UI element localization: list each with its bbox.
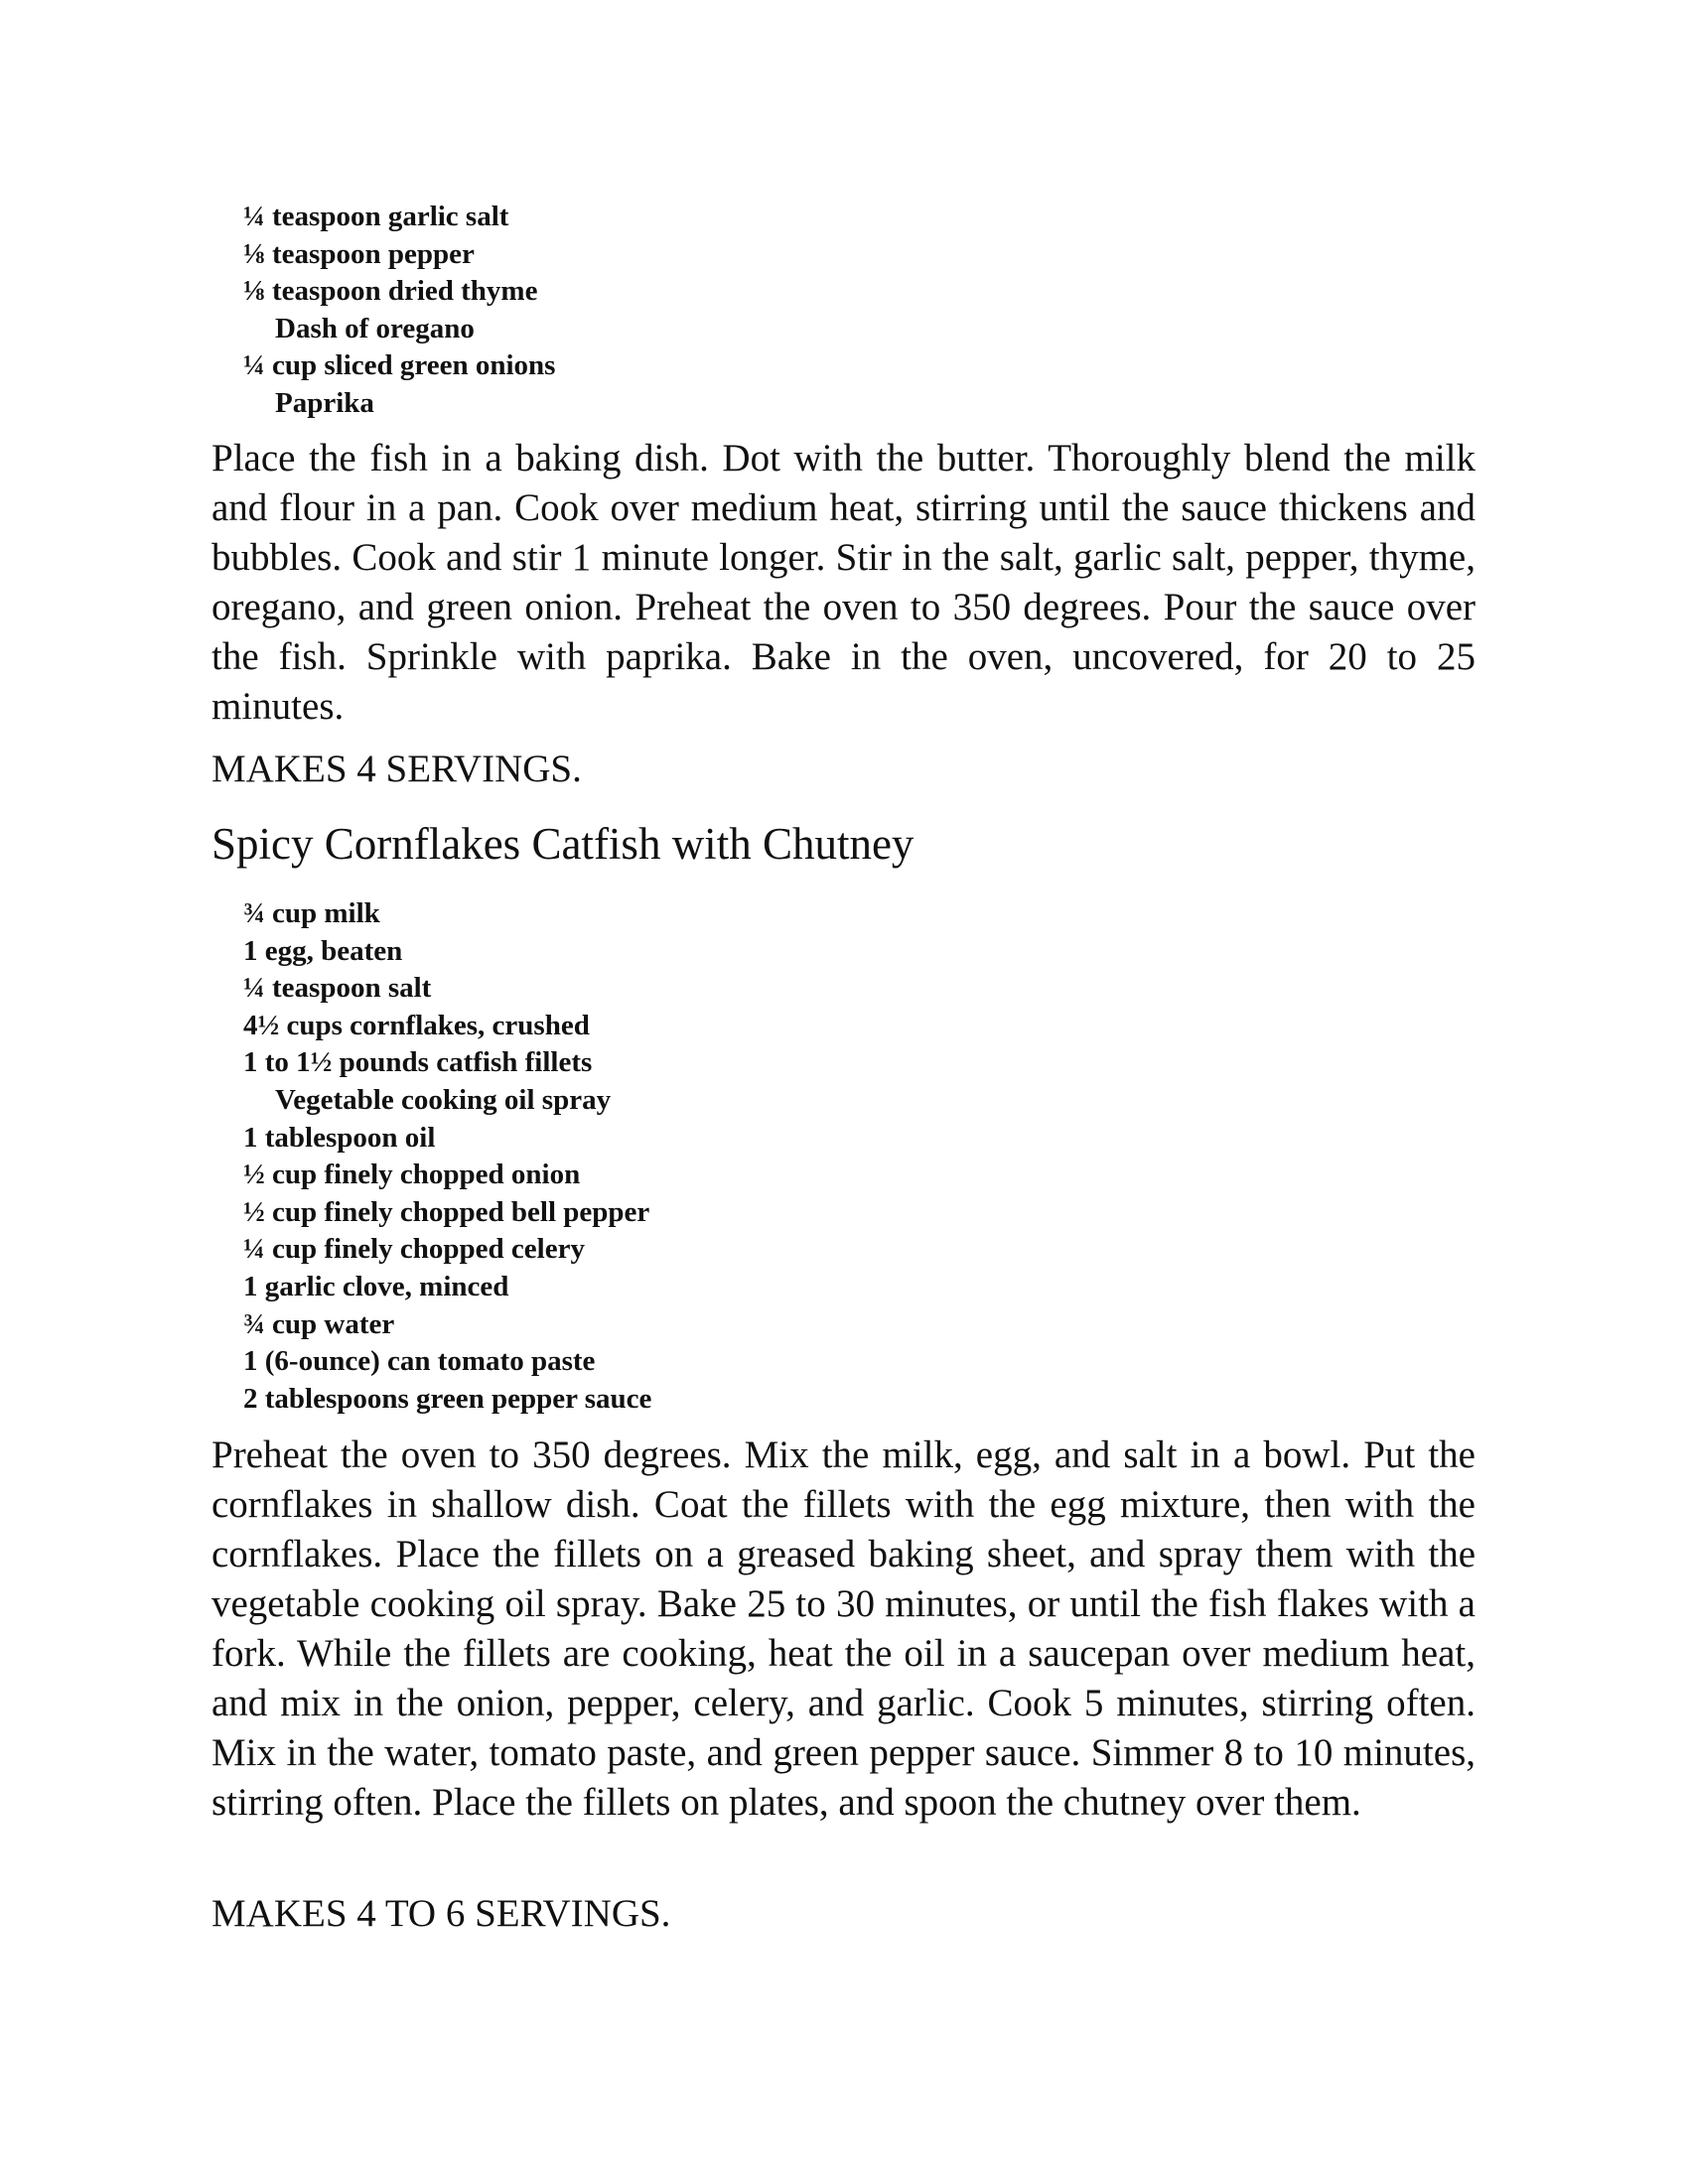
recipe-instructions: Place the fish in a baking dish. Dot with the butter. Thoroughly blend the milk and flour in a pan. Cook over medium heat, stirring until the sauce thickens and bubbles. Cook and stir 1 minute longer. Stir in the salt, garlic salt, pepper, thyme, oregano, and green onion. Preheat the oven to 350 degrees. Pour the sauce over the fish. Sprinkle with paprika. Bake in the oven, uncovered, for 20 to 25 minutes. bbox=[211, 437, 1476, 728]
ingredient-item: 2 tablespoons green pepper sauce bbox=[243, 1382, 652, 1415]
ingredient-list-continued bbox=[243, 199, 555, 423]
ingredient-item: ¼ teaspoon garlic salt bbox=[243, 201, 509, 232]
ingredient-item: 1 garlic clove, minced bbox=[243, 1270, 509, 1302]
ingredient-item: ¼ cup sliced green onions bbox=[243, 349, 556, 382]
ingredient-item: Dash of oregano bbox=[275, 312, 475, 344]
recipe-title: Spicy Cornflakes Catfish with Chutney bbox=[211, 819, 914, 869]
ingredient-item: 1 (6-ounce) can tomato paste bbox=[243, 1345, 596, 1378]
ingredient-item: 1 to 1½ pounds catfish fillets bbox=[243, 1046, 593, 1079]
ingredient-item: Paprika bbox=[275, 386, 374, 419]
ingredient-item: ½ cup finely chopped onion bbox=[243, 1159, 581, 1191]
recipe-instructions: Preheat the oven to 350 degrees. Mix the milk, egg, and salt in a bowl. Put the cornflakes in shallow dish. Coat the fillets with the egg mixture, then with the cornflakes. Place the fillets on a greased baking sheet, and spray them with the vegetable cooking oil spray. Bake 25 to 30 minutes, or until the fish flakes with a fork. While the fillets are cooking, heat the oil in a saucepan over medium heat, and mix in the onion, pepper, celery, and garlic. Cook 5 minutes, stirring often. Mix in the water, tomato paste, and green pepper sauce. Simmer 8 to 10 minutes, stirring often. Place the fillets on plates, and spoon the chutney over them. bbox=[211, 1433, 1476, 1824]
recipe-yield: MAKES 4 TO 6 SERVINGS. bbox=[211, 1892, 671, 1935]
ingredient-item: 1 egg, beaten bbox=[243, 934, 403, 967]
ingredient-item: ¾ cup milk bbox=[243, 897, 380, 929]
ingredient-item: ⅛ teaspoon dried thyme bbox=[243, 275, 538, 308]
ingredient-item: 4½ cups cornflakes, crushed bbox=[243, 1009, 590, 1041]
ingredient-item: ¼ cup finely chopped celery bbox=[243, 1233, 585, 1266]
ingredient-item: ½ cup finely chopped bell pepper bbox=[243, 1195, 650, 1228]
ingredient-item: ⅛ teaspoon pepper bbox=[243, 237, 475, 270]
ingredient-item: ¾ cup water bbox=[243, 1307, 395, 1340]
ingredient-item: ¼ teaspoon salt bbox=[243, 972, 432, 1005]
ingredient-item: 1 tablespoon oil bbox=[243, 1121, 436, 1154]
ingredient-list bbox=[243, 895, 651, 1418]
ingredient-item: Vegetable cooking oil spray bbox=[275, 1083, 612, 1116]
recipe-yield: MAKES 4 SERVINGS. bbox=[211, 748, 582, 790]
